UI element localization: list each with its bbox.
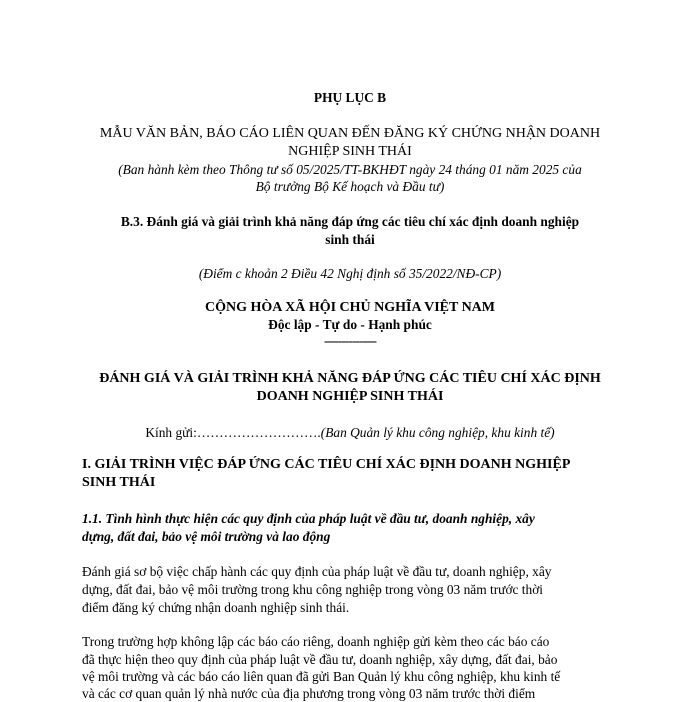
section1-heading-line1: I. GIẢI TRÌNH VIỆC ĐÁP ỨNG CÁC TIÊU CHÍ XÁC ĐỊNH DOANH NGHIỆP (82, 457, 571, 472)
recipient-label: Kính gửi:………………………. (145, 425, 321, 440)
paragraph2-line1: Trong trường hợp không lập các báo cáo riêng, doanh nghiệp gửi kèm theo các báo cáo (82, 634, 550, 649)
appendix-heading-line2: NGHIỆP SINH THÁI (288, 144, 412, 159)
document-title-line2: DOANH NGHIỆP SINH THÁI (256, 389, 444, 404)
form-title-line1: B.3. Đánh giá và giải trình khả năng đáp ứng các tiêu chí xác định doanh nghiệp (120, 214, 580, 229)
paragraph1-line3: điểm đăng ký chứng nhận doanh nghiệp sinh thái. (82, 600, 350, 615)
recipient-line (0, 424, 700, 441)
subsection-heading-line1: 1.1. Tình hình thực hiện các quy định của pháp luật về đầu tư, doanh nghiệp, xây (82, 511, 535, 526)
paragraph2-line2: đã thực hiện theo quy định của pháp luật về đầu tư, doanh nghiệp, xây dựng, đất đai, bảo (82, 652, 558, 667)
appendix-title: PHỤ LỤC B (313, 90, 387, 105)
section1-heading-line2: SINH THÁI (82, 475, 156, 490)
legal-basis: (Điểm c khoản 2 Điều 42 Nghị định số 35/2022/NĐ-CP) (198, 266, 502, 281)
document-title-line1: ĐÁNH GIÁ VÀ GIẢI TRÌNH KHẢ NĂNG ĐÁP ỨNG CÁC TIÊU CHÍ XÁC ĐỊNH (99, 371, 601, 386)
paragraph1-line2: dựng, đất đai, bảo vệ môi trường trong khu công nghiệp trong vòng 03 năm trước thời (82, 582, 544, 597)
issued-note-line2: Bộ trưởng Bộ Kế hoạch và Đầu tư) (255, 179, 445, 194)
national-motto: Độc lập - Tự do - Hạnh phúc (268, 317, 432, 332)
paragraph2-line4: và các cơ quan quản lý nhà nước của địa phương trong vòng 03 năm trước thời điểm (82, 686, 536, 701)
paragraph1-line1: Đánh giá sơ bộ việc chấp hành các quy định của pháp luật về đầu tư, doanh nghiệp, xây (82, 564, 552, 579)
appendix-heading-line1: MẪU VĂN BẢN, BÁO CÁO LIÊN QUAN ĐẾN ĐĂNG KÝ CHỨNG NHẬN DOANH (99, 126, 601, 141)
recipient-note: (Ban Quản lý khu công nghiệp, khu kinh tế) (320, 425, 555, 440)
subsection-heading-line2: dựng, đất đai, bảo vệ môi trường và lao động (82, 529, 331, 544)
form-title-line2: sinh thái (325, 232, 375, 247)
national-name: CỘNG HÒA XÃ HỘI CHỦ NGHĨA VIỆT NAM (204, 300, 495, 315)
paragraph2-line3: vệ môi trường và các báo cáo liên quan đã gửi Ban Quản lý khu công nghiệp, khu kinh tế (82, 669, 561, 684)
issued-note-line1: (Ban hành kèm theo Thông tư số 05/2025/TT-BKHĐT ngày 24 tháng 01 năm 2025 của (118, 162, 582, 177)
motto-divider: --------------- (324, 333, 376, 348)
